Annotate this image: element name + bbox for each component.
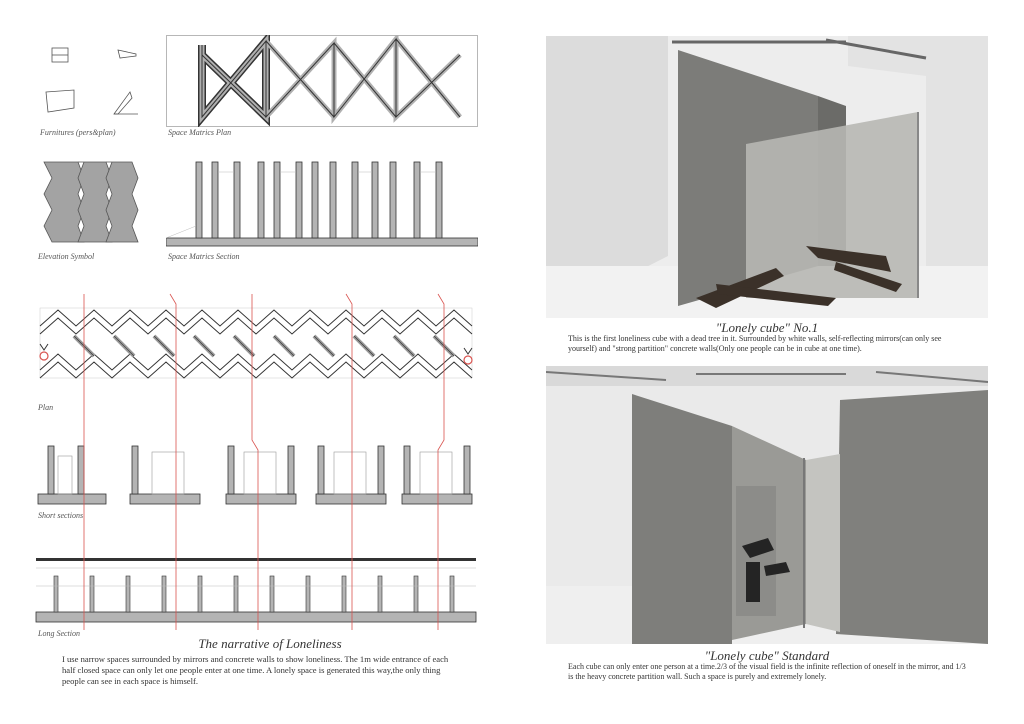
- narrative-text: I use narrow spaces surrounded by mirrors and concrete walls to show loneliness. The 1m wide entrance of each half closed space can only let one people enter at one time. A lonely space is generated this way,the only thing people can see in each space is himself.: [62, 654, 449, 686]
- elevation-symbol: [40, 158, 140, 250]
- space-plan-caption: Space Matrics Plan: [168, 128, 232, 137]
- cube2-text: Each cube can only enter one person at a time.2/3 of the visual field is the infinite reflection of oneself in the mirror, and 1/3 is the heavy concrete partition wall. Such a space is purely and extremely lonely.: [568, 662, 966, 681]
- space-section-caption: Space Matrics Section: [168, 252, 240, 261]
- long-section-caption: Long Section: [38, 629, 80, 638]
- cube1-title: "Lonely cube" No.1: [715, 320, 819, 335]
- plan-caption: Plan: [38, 403, 54, 412]
- cube2-title: "Lonely cube" Standard: [704, 648, 830, 663]
- section-cut-lines: [34, 290, 478, 630]
- space-matrics-plan: [166, 35, 478, 127]
- narrative-title: The narrative of Loneliness: [198, 636, 342, 651]
- cube1-text: This is the first loneliness cube with a dead tree in it. Surrounded by white walls, self-reflecting mirrors(can only see yourself) and "strong partition" concrete walls(Only one people can be in cube at one time).: [568, 334, 942, 353]
- furnitures-caption: Furnitures (pers&plan): [40, 128, 116, 137]
- elevation-caption: Elevation Symbol: [38, 252, 95, 261]
- render-lonely-cube-standard: [546, 366, 988, 644]
- short-sections-caption: Short sections: [38, 511, 84, 520]
- render-lonely-cube-no1: [546, 36, 988, 318]
- furniture-icons: [38, 40, 153, 125]
- space-matrics-section: [166, 158, 478, 250]
